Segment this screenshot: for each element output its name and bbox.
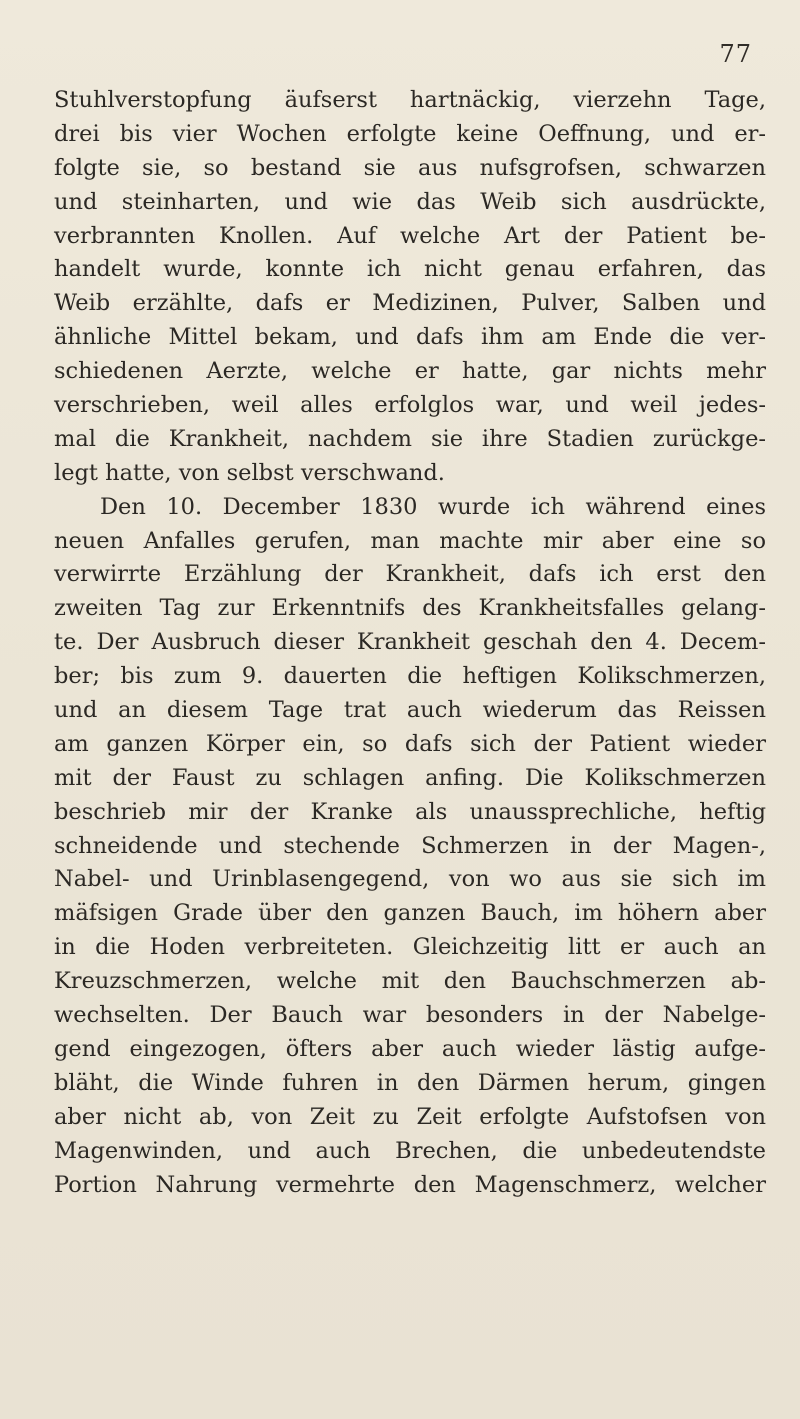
text-line: verschrieben, weil alles erfolglos war, und weil jedes- (54, 392, 766, 419)
text-line: mäfsigen Grade über den ganzen Bauch, im höhern aber (54, 900, 766, 927)
body-text (54, 84, 766, 1202)
text-line: Kreuzschmerzen, welche mit den Bauchschmerzen ab- (54, 968, 766, 995)
text-line: handelt wurde, konnte ich nicht genau erfahren, das (54, 256, 766, 283)
text-line: beschrieb mir der Kranke als unaussprechliche, heftig (54, 798, 766, 825)
text-line: verwirrte Erzählung der Krankheit, dafs ich erst den (54, 561, 766, 588)
text-line: folgte sie, so bestand sie aus nufsgrofsen, schwarzen (54, 154, 766, 181)
text-line: Magenwinden, und auch Brechen, die unbedeutendste (54, 1137, 766, 1164)
text-line: aber nicht ab, von Zeit zu Zeit erfolgte Aufstofsen von (54, 1103, 766, 1130)
text-line: Nabel- und Urinblasengegend, von wo aus sie sich im (54, 866, 766, 893)
text-line: verbrannten Knollen. Auf welche Art der Patient be- (54, 222, 766, 249)
text-line: in die Hoden verbreiteten. Gleichzeitig litt er auch an (54, 934, 766, 961)
text-line: Portion Nahrung vermehrte den Magenschmerz, welcher (54, 1171, 766, 1198)
text-line: gend eingezogen, öfters aber auch wieder lästig aufge- (54, 1035, 766, 1062)
text-line: schneidende und stechende Schmerzen in der Magen-, (54, 832, 766, 859)
text-line: ähnliche Mittel bekam, und dafs ihm am Ende die ver- (54, 324, 766, 351)
text-line: mit der Faust zu schlagen anfing. Die Kolikschmerzen (54, 764, 766, 791)
page-number: 77 (719, 40, 752, 68)
text-line: mal die Krankheit, nachdem sie ihre Stadien zurückge- (54, 425, 766, 452)
paragraph-start-line: Den 10. December 1830 wurde ich während eines (100, 493, 766, 520)
text-line: legt hatte, von selbst verschwand. (54, 459, 445, 486)
text-line: Weib erzählte, dafs er Medizinen, Pulver, Salben und (54, 290, 766, 317)
text-line: am ganzen Körper ein, so dafs sich der Patient wieder (54, 730, 766, 757)
text-line: und an diesem Tage trat auch wiederum das Reissen (54, 697, 766, 724)
text-line: und steinharten, und wie das Weib sich ausdrückte, (54, 188, 766, 215)
text-line: bläht, die Winde fuhren in den Därmen herum, gingen (54, 1069, 766, 1096)
text-line: wechselten. Der Bauch war besonders in der Nabelge- (54, 1002, 766, 1029)
text-line: drei bis vier Wochen erfolgte keine Oeffnung, und er- (54, 120, 766, 147)
text-line: schiedenen Aerzte, welche er hatte, gar nichts mehr (54, 358, 766, 385)
text-line: Stuhlverstopfung äufserst hartnäckig, vierzehn Tage, (54, 87, 766, 113)
text-line: zweiten Tag zur Erkenntnifs des Krankheitsfalles gelang- (54, 595, 766, 622)
text-line: te. Der Ausbruch dieser Krankheit geschah den 4. Decem- (54, 629, 766, 656)
text-line: neuen Anfalles gerufen, man machte mir aber eine so (54, 527, 766, 554)
text-line: ber; bis zum 9. dauerten die heftigen Kolikschmerzen, (54, 663, 766, 690)
